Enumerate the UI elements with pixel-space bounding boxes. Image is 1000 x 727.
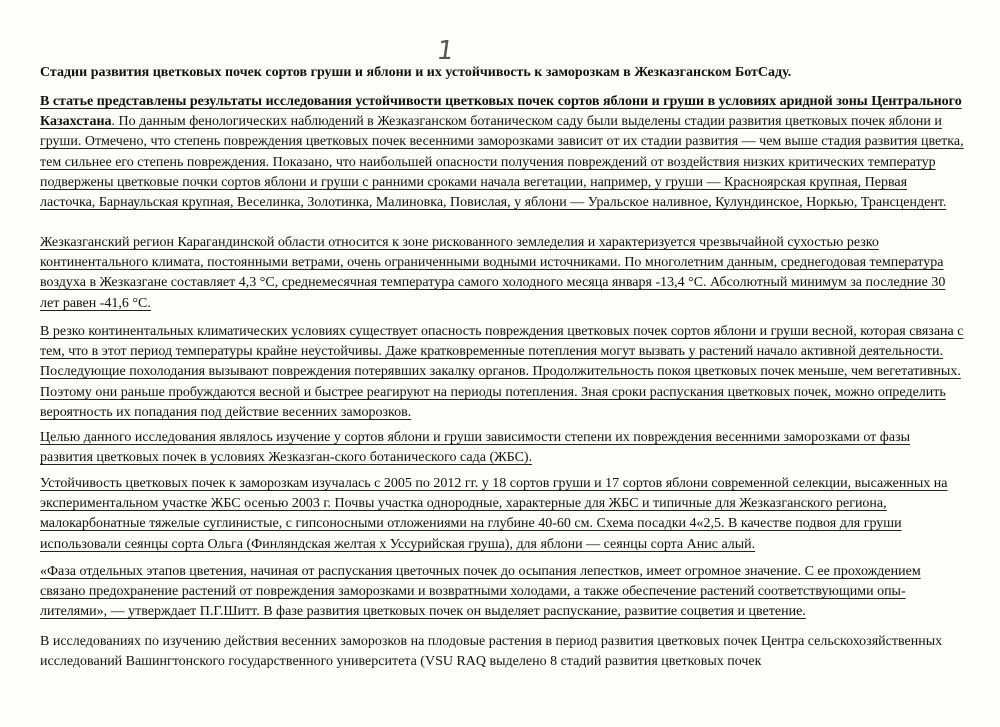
paragraph-abstract (40, 92, 964, 213)
paragraph-washington-study: В исследованиях по изучению действия весенних заморозков на плодовые растения в период развития цветковых почек Центра сельскохозяйственных исследований Вашингтонского государственного университета (VSU RAQ выделено 8 стадий развития цветковых почек (40, 634, 943, 670)
paragraph-quote: «Фаза отдельных этапов цветения, начиная от распускания цветочных почек до осыпания лепестков, имеет огромное значение. С ее прохождением связано предохранение растений от повреждения заморозками и возвратными холодами, а также обеспечение растений соответствующими опы-лителями», — утверждает П.Г.Шитт. В фазе развития цветковых почек он выделяет распускание, развитие соцветия и цветение. (40, 564, 921, 620)
abstract-body: . По данным фенологических наблюдений в Жезказганском ботаническом саду были выделены стадии развития цветковых почек яблони и груши. Отмечено, что степень повреждения цветковых почек весенними заморозками зависит от их стадии развития — чем выше стадия развития цветка, тем сильнее его степень повреждения. Показано, что наибольшей опасности получения повреждений от воздействия низких критических температур подвержены цветковые почки сортов яблони и груши с ранними сроками начала вегетации, например, у груши — Красноярская крупная, Первая ласточка, Барнаульская крупная, Веселинка, Золотинка, Малиновка, Повислая, у яблони — Уральское наливное, Кулундинское, Норкью, Трансцендент. (40, 114, 964, 211)
abstract-lead: В статье представлены результаты исследования устойчивости цветковых почек сортов яблони и груши в условиях аридной зоны Центрального Казахстана (40, 94, 962, 130)
paragraph-region-climate: Жезказганский регион Карагандинской области относится к зоне рискованного земледелия и характеризуется чрезвычайной сухостью резко континентального климата, постоянными ветрами, очень ограниченными водными источниками. По многолетним данным, среднегодовая температура воздуха в Жезказгане составляет 4,3 °C, среднемесячная температура самого холодного месяца января -13,4 °C. Абсолютный минимум за последние 30 лет равен -41,6 °C. (40, 235, 946, 311)
paragraph-study-goal: Целью данного исследования являлось изучение у сортов яблони и груши зависимости степени их повреждения весенними заморозками от фазы развития цветковых почек в условиях Жезказган-ского ботанического сада (ЖБС). (40, 430, 911, 466)
page-number: 1 (434, 36, 456, 66)
document-title: Стадии развития цветковых почек сортов груши и яблони и их устойчивость к заморозкам в Жезказганском БотСаду. (40, 65, 792, 80)
paragraph-frost-risk: В резко континентальных климатических условиях существует опасность повреждения цветковых почек сортов яблони и груши весной, которая связана с тем, что в этот период температуры крайне неустойчивы. Даже кратковременные потепления могут вызвать у растений начало активной деятельности. Последующие похолодания вызывают повреждения потерявших закалку органов. Продолжительность покоя цветковых почек меньше, чем вегетативных. Поэтому они раньше пробуждаются весной и быстрее реагируют на периоды потепления. Зная сроки распускания цветковых почек, можно определить вероятность их попадания под действие весенних заморозков. (40, 324, 964, 420)
paragraph-methods: Устойчивость цветковых почек к заморозкам изучалась с 2005 по 2012 гг. у 18 сортов груши и 17 сортов яблони современной селекции, высаженных на экспериментальном участке ЖБС осенью 2003 г. Почвы участка однородные, характерные для ЖБС и типичные для Жезказганского региона, малокарбонатные тяжелые суглинистые, с гипсоносными отложениями на глубине 40-60 см. Схема посадки 4«2,5. В качестве подвоя для груши использовали сеянцы сорта Ольга (Финляндская желтая х Уссурийская груша), для яблони — сеянцы сорта Анис алый. (40, 476, 948, 552)
